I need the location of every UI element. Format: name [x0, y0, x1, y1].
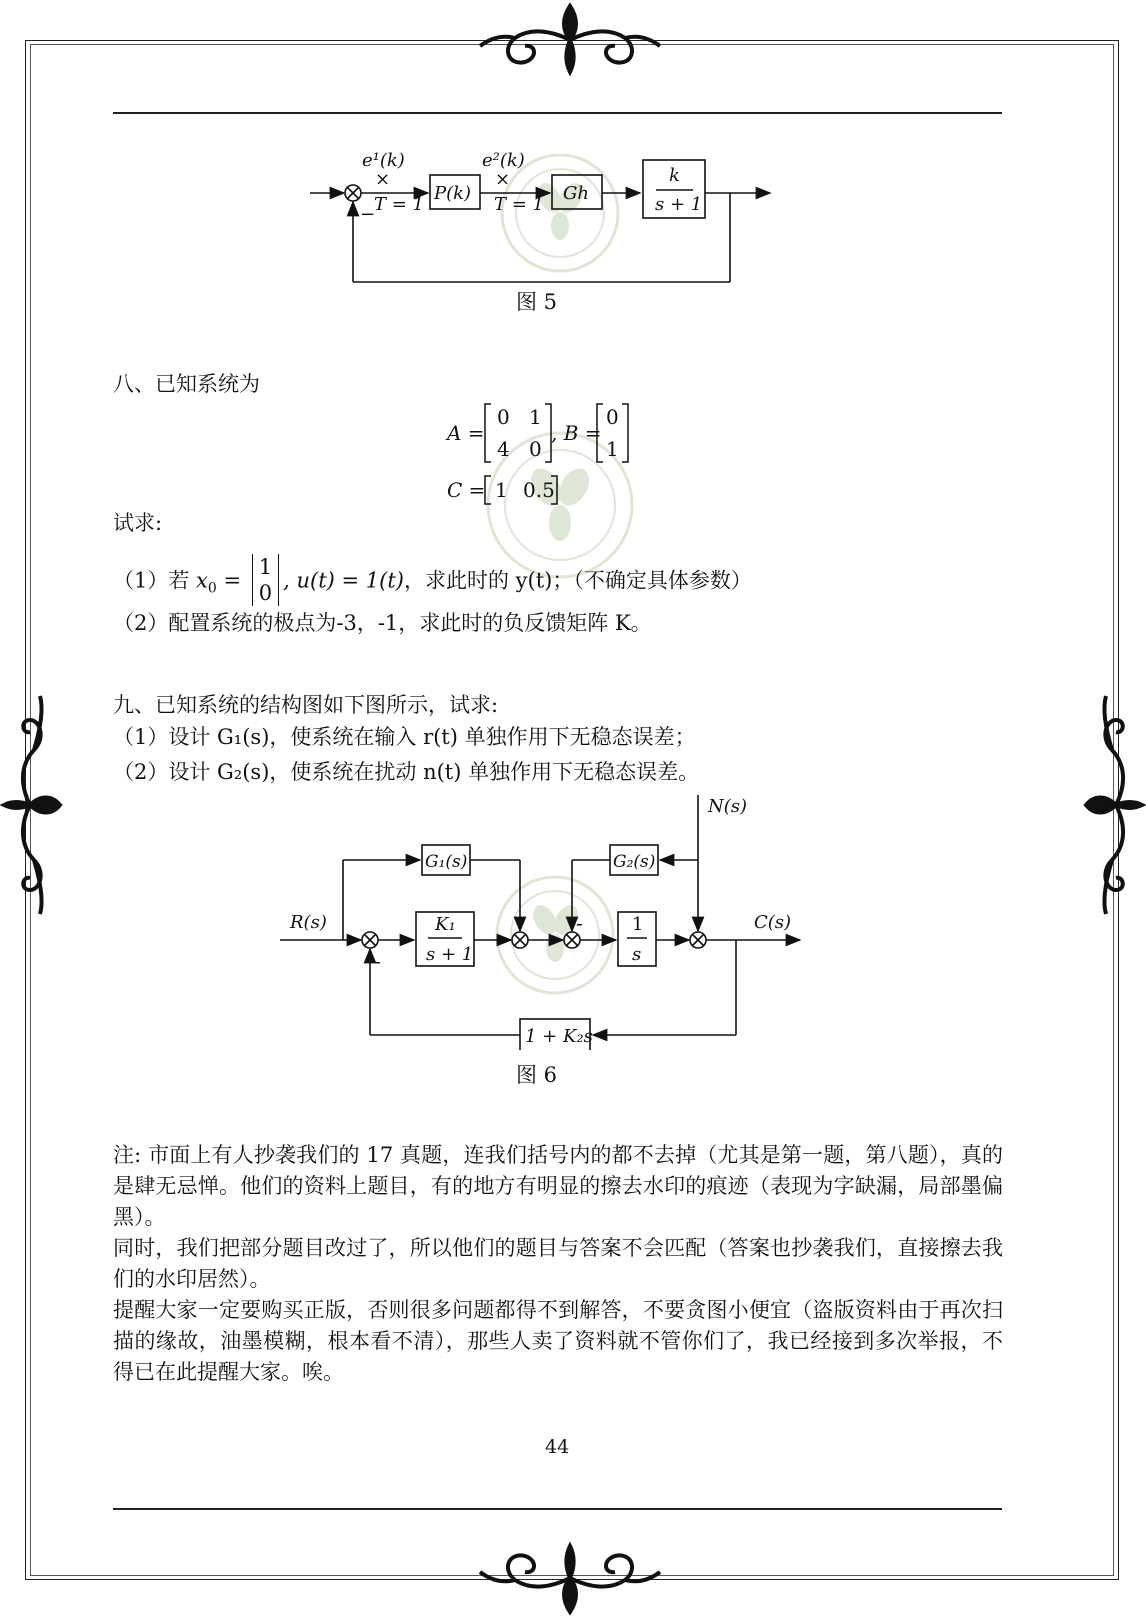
sample-cross-1: × [375, 169, 391, 190]
block-k1-num: K₁ [435, 914, 456, 935]
q8-eq: = [216, 568, 242, 593]
label-c: C(s) [754, 912, 792, 933]
block-p: P(k) [434, 183, 472, 204]
mat-c2: 0.5 [523, 478, 555, 502]
block-k-num: k [669, 165, 680, 186]
block-g1: G₁(s) [425, 852, 468, 872]
left-ornament [0, 690, 64, 920]
q8-ask: 试求: [113, 511, 163, 535]
label-n: N(s) [708, 796, 748, 817]
header-rule [113, 112, 1002, 114]
q8-part-2: （2）配置系统的极点为-3，-1，求此时的负反馈矩阵 K。 [113, 611, 652, 635]
mat-b1: 0 [606, 405, 619, 429]
top-ornament [470, 0, 670, 78]
mat-a22: 0 [529, 437, 542, 461]
q8-p1-post: ，求此时的 y(t)；（不确定具体参数） [404, 568, 752, 593]
q8-x0-sub: 0 [207, 580, 217, 597]
page-number: 44 [545, 1436, 570, 1458]
q8-p1-pre: （1）若 [113, 568, 197, 593]
label-t2: T = 1 [494, 194, 544, 215]
block-k1-den: s + 1 [426, 944, 474, 965]
q8-matrices [445, 400, 645, 510]
notice-line-2: 同时，我们把部分题目改过了，所以他们的题目与答案不会匹配（答案也抄袭我们，直接擦去我们的水印居然）。 [113, 1236, 1003, 1291]
q8-p1-mid: , u(t) = 1(t) [283, 568, 404, 593]
footer-rule [113, 1508, 1002, 1510]
label-e1: e¹(k) [362, 150, 405, 171]
q8-x-2: 0 [258, 581, 273, 605]
q9-part-2: （2）设计 G₂(s)，使系统在扰动 n(t) 单独作用下无稳态误差。 [113, 760, 700, 784]
block-k-den: s + 1 [655, 194, 703, 215]
block-g2: G₂(s) [613, 852, 656, 872]
notice-line-3: 提醒大家一定要购买正版，否则很多问题都得不到解答，不要贪图小便宜（盗版资料由于再次扫描的缘故，油墨模糊，根本看不清），那些人卖了资料就不管你们了，我已经接到多次举报，不得已在此提醒大家。唉。 [113, 1298, 1003, 1384]
notice-line-1: 注: 市面上有人抄袭我们的 17 真题，连我们括号内的都不去掉（尤其是第一题，第八题），真的是肆无忌惮。他们的资料上题目，有的地方有明显的擦去水印的痕迹（表现为字缺漏，局部墨偏黑）。 [113, 1143, 1003, 1229]
minus-sign-2: - [576, 911, 583, 935]
sample-cross-2: × [495, 169, 511, 190]
mat-b-label: , B = [551, 421, 602, 445]
q9-title: 九、已知系统的结构图如下图所示，试求: [113, 693, 499, 717]
q8-x-vector [252, 554, 279, 606]
figure-5-diagram [310, 140, 790, 300]
figure-6-diagram [280, 790, 810, 1050]
block-feedback: 1 + K₂s [525, 1026, 593, 1047]
block-int-num: 1 [632, 914, 644, 935]
figure-6-caption: 图 6 [516, 1063, 558, 1087]
right-ornament [1082, 690, 1146, 920]
figure-5-caption: 图 5 [516, 290, 558, 314]
q8-part-1 [113, 556, 752, 616]
mat-c1: 1 [495, 478, 508, 502]
q8-x0: x [196, 568, 208, 593]
mat-c-label: C = [447, 478, 486, 502]
mat-a12: 1 [529, 405, 542, 429]
q9-part-1: （1）设计 G₁(s)，使系统在输入 r(t) 单独作用下无稳态误差； [113, 725, 696, 749]
minus-sign: − [360, 204, 376, 225]
label-r: R(s) [290, 912, 327, 933]
mat-a-label: A = [447, 421, 485, 445]
minus-sign-1: - [374, 949, 381, 973]
bottom-ornament [470, 1540, 670, 1619]
q8-title: 八、已知系统为 [113, 372, 260, 396]
label-e2: e²(k) [482, 150, 525, 171]
mat-a11: 0 [497, 405, 510, 429]
mat-a21: 4 [497, 437, 510, 461]
q8-x-1: 1 [258, 555, 273, 579]
mat-b2: 1 [606, 437, 619, 461]
label-t1: T = 1 [374, 194, 424, 215]
block-gh: Gh [563, 183, 589, 204]
block-int-den: s [632, 944, 642, 965]
notice-paragraph [113, 1140, 1003, 1388]
